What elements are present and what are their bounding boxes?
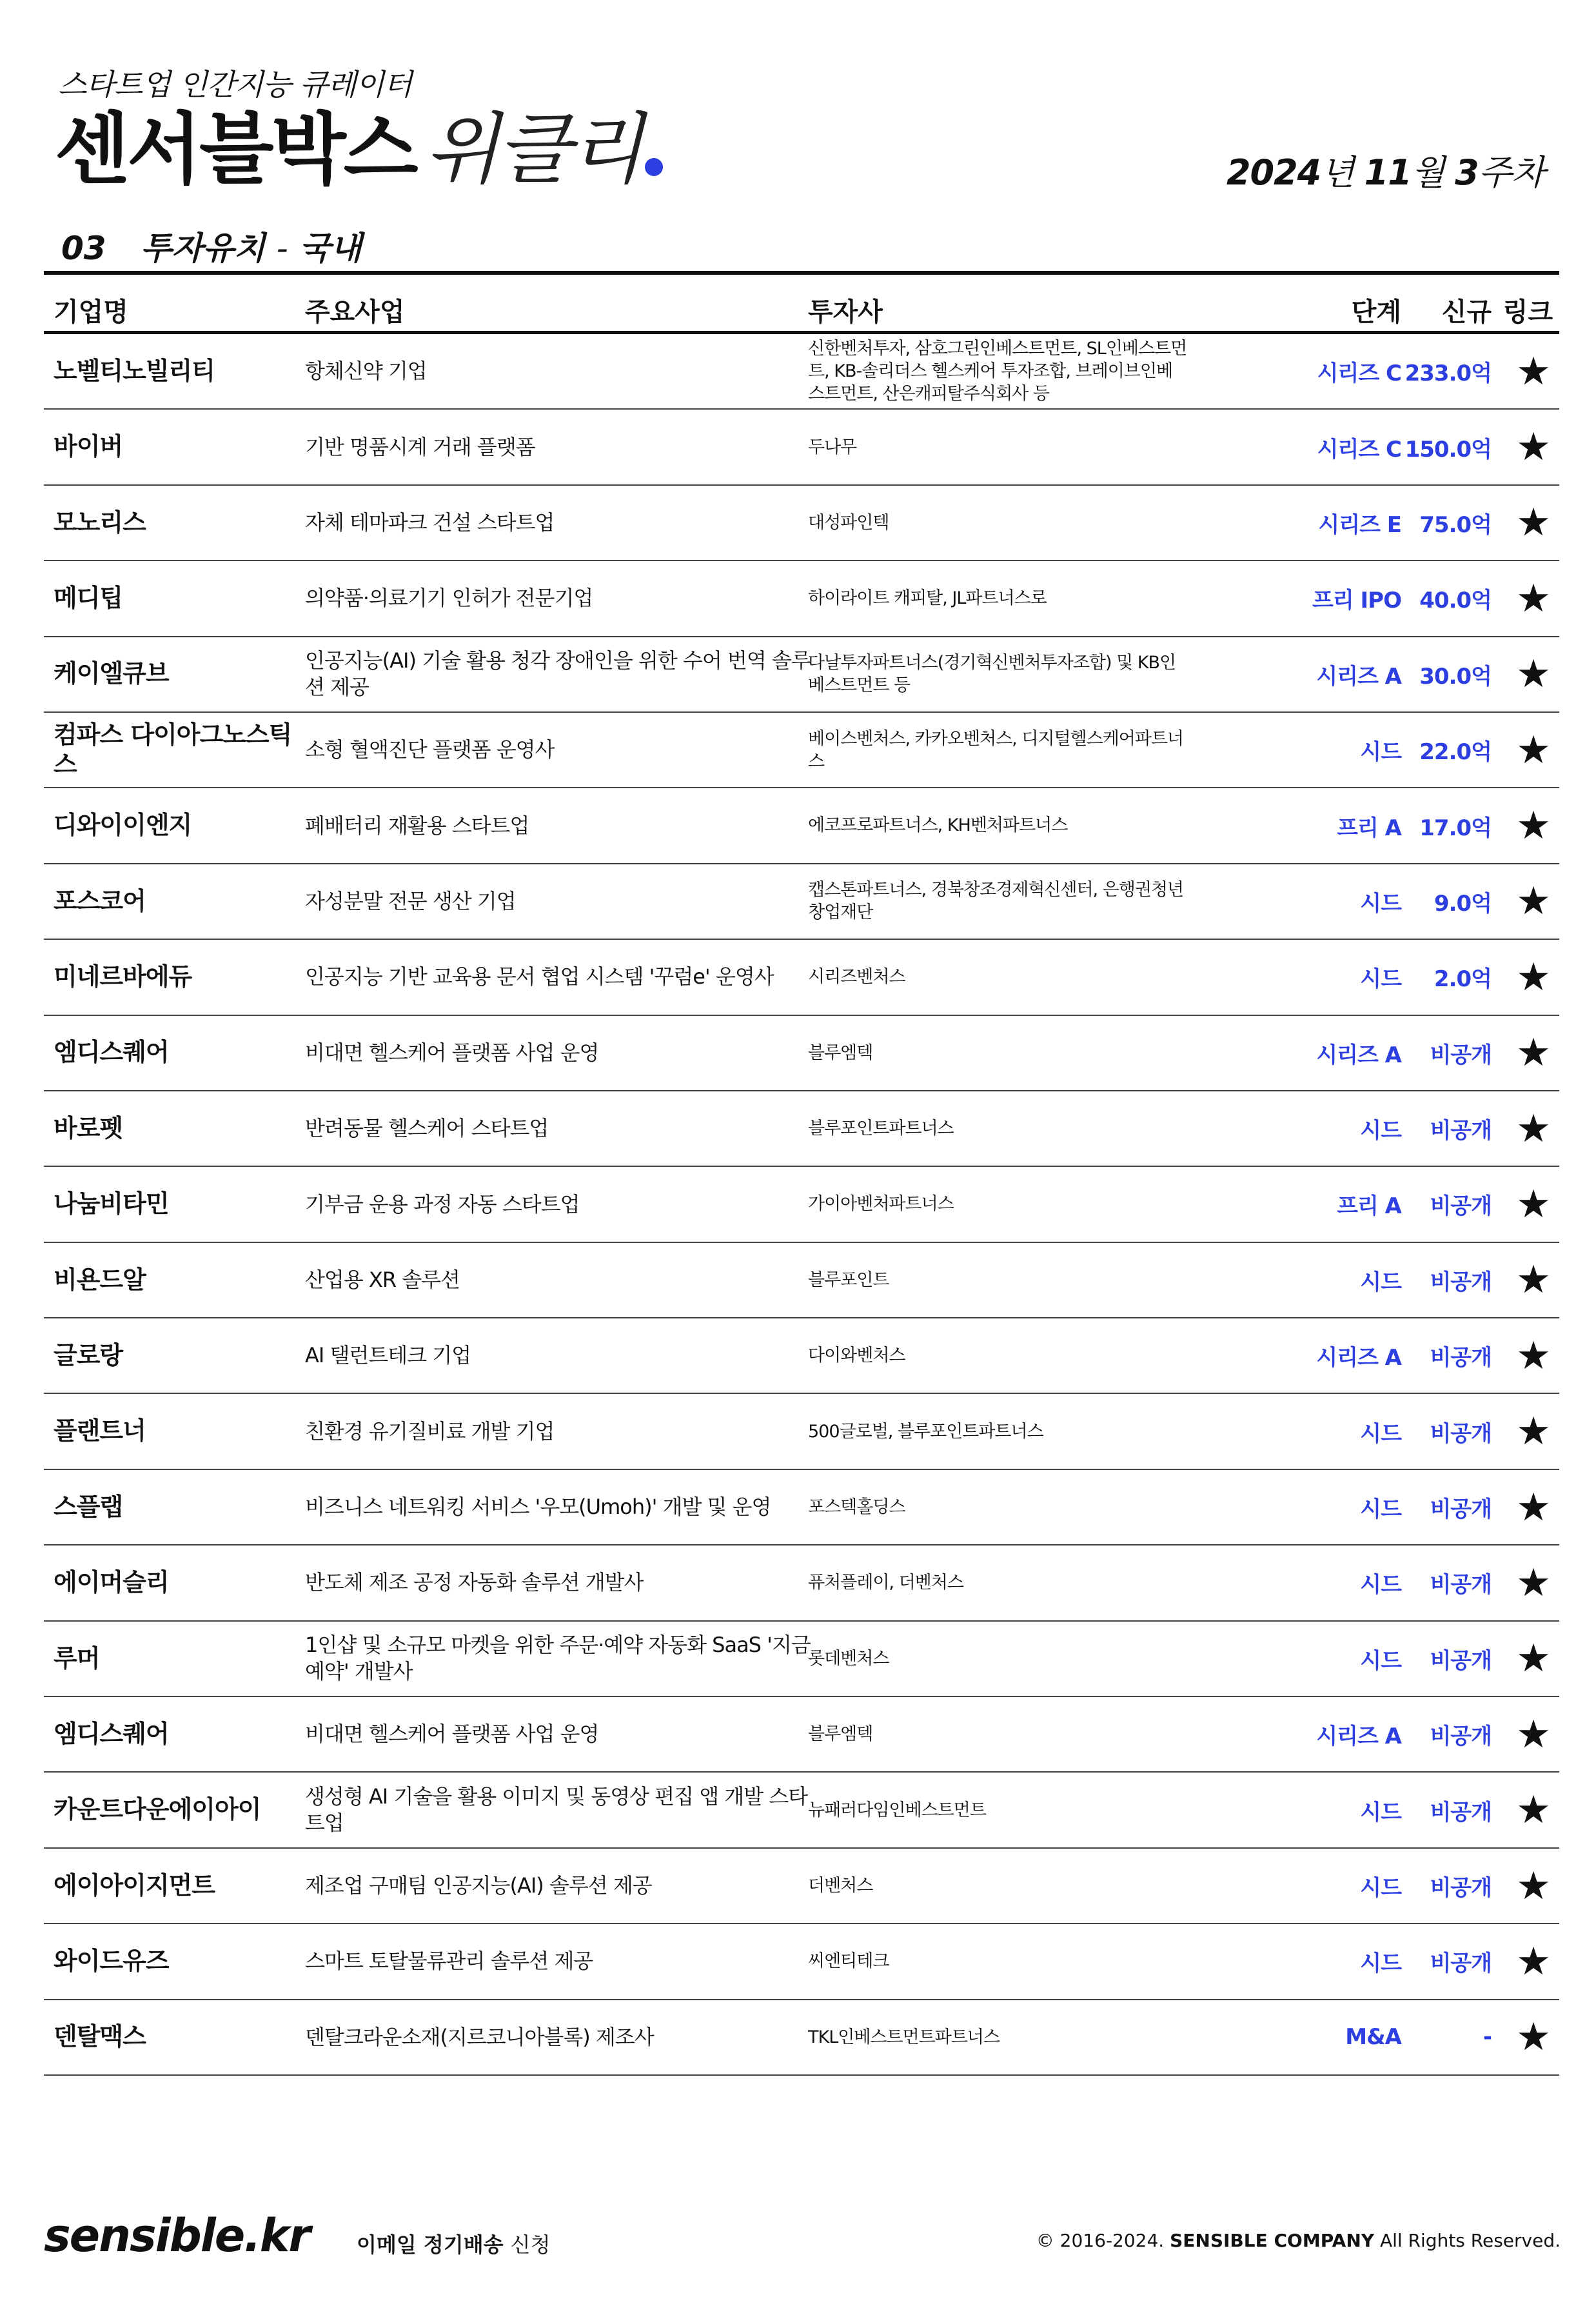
investor-list bbox=[808, 1091, 1234, 1166]
business-desc bbox=[305, 713, 840, 787]
company-name bbox=[54, 1394, 292, 1468]
business-desc-line: 비즈니스 네트워킹 서비스 '우모(Umoh)' 개발 및 운영 bbox=[305, 1495, 771, 1520]
investor-list bbox=[808, 334, 1234, 408]
funding-stage: 시드 bbox=[1360, 1951, 1401, 1977]
table-row bbox=[44, 788, 1559, 864]
investor-list-line: 더벤처스 bbox=[808, 1875, 873, 1896]
investor-list bbox=[808, 1470, 1234, 1544]
table-row bbox=[44, 1546, 1559, 1621]
funding-amount: 비공개 bbox=[1430, 1269, 1492, 1295]
business-desc-line: 자체 테마파크 건설 스타트업 bbox=[305, 510, 555, 535]
company-name bbox=[54, 788, 292, 862]
company-name bbox=[54, 864, 292, 939]
company-name bbox=[54, 1318, 292, 1393]
issue-week: 3 bbox=[1455, 152, 1479, 193]
company-name-line: 에이머슬리 bbox=[54, 1568, 169, 1597]
investor-list-line: 블루포인트파트너스 bbox=[808, 1118, 954, 1139]
funding-amount: 비공개 bbox=[1430, 1724, 1492, 1750]
company-name-line: 비욘드알 bbox=[54, 1265, 146, 1294]
investor-list bbox=[808, 864, 1234, 939]
investor-list-line: 신한벤처투자, 삼호그린인베스트먼트, SL인베스트먼 bbox=[808, 339, 1187, 359]
company-name-line: 루머 bbox=[54, 1644, 100, 1673]
business-desc-line: 예약' 개발사 bbox=[305, 1659, 413, 1684]
investor-list bbox=[808, 2000, 1234, 2074]
investor-list bbox=[808, 1849, 1234, 1923]
star-link-icon[interactable]: ★ bbox=[1516, 1636, 1551, 1682]
business-desc bbox=[305, 1016, 840, 1090]
funding-stage: 시리즈 A bbox=[1316, 663, 1401, 690]
investor-list bbox=[808, 788, 1234, 862]
funding-stage: M&A bbox=[1345, 2024, 1401, 2051]
company-name bbox=[54, 1849, 292, 1923]
business-desc-line: 자성분말 전문 생산 기업 bbox=[305, 888, 516, 913]
table-row bbox=[44, 334, 1559, 410]
investor-list bbox=[808, 940, 1234, 1014]
investor-list-line: 베스트먼트 등 bbox=[808, 675, 911, 696]
business-desc bbox=[305, 1849, 840, 1923]
company-name bbox=[54, 410, 292, 484]
funding-stage: 시리즈 A bbox=[1316, 1345, 1401, 1371]
table-row bbox=[44, 1167, 1559, 1242]
issue-month-unit: 월 bbox=[1411, 152, 1444, 193]
business-desc-line: 친환경 유기질비료 개발 기업 bbox=[305, 1418, 555, 1444]
funding-amount: - bbox=[1483, 2024, 1492, 2051]
table-row bbox=[44, 940, 1559, 1015]
company-name-line: 와이드유즈 bbox=[54, 1947, 169, 1976]
star-link-icon[interactable]: ★ bbox=[1516, 500, 1551, 546]
company-name-line: 포스코어 bbox=[54, 886, 146, 915]
copyright bbox=[1036, 2230, 1561, 2251]
company-name bbox=[54, 1773, 292, 1847]
star-link-icon[interactable]: ★ bbox=[1516, 1863, 1551, 1909]
company-name-line: 스플랩 bbox=[54, 1492, 123, 1521]
star-link-icon[interactable]: ★ bbox=[1516, 575, 1551, 621]
company-name bbox=[54, 940, 292, 1014]
funding-stage: 프리 A bbox=[1337, 1193, 1401, 1220]
funding-stage: 프리 A bbox=[1337, 815, 1401, 841]
header-company: 기업명 bbox=[54, 297, 128, 327]
investor-list-line: 시리즈벤처스 bbox=[808, 967, 905, 988]
investor-list-line: TKL인베스트먼트파트너스 bbox=[808, 2027, 1000, 2047]
copyright-suffix: All Rights Reserved. bbox=[1379, 2230, 1561, 2251]
table-row bbox=[44, 2000, 1559, 2076]
business-desc-line: 인공지능 기반 교육용 문서 협업 시스템 '꾸럼e' 운영사 bbox=[305, 964, 774, 989]
funding-amount: 비공개 bbox=[1430, 1875, 1492, 1901]
funding-stage: 시리즈 E bbox=[1318, 512, 1401, 538]
company-name-line: 글로랑 bbox=[54, 1340, 123, 1369]
issue-month: 11 bbox=[1364, 152, 1412, 193]
business-desc-line: 인공지능(AI) 기술 활용 청각 장애인을 위한 수어 번역 솔루 bbox=[305, 648, 811, 673]
business-desc-line: 제조업 구매팀 인공지능(AI) 솔루션 제공 bbox=[305, 1873, 652, 1898]
star-link-icon[interactable]: ★ bbox=[1516, 1938, 1551, 1984]
business-desc bbox=[305, 334, 840, 408]
business-desc-line: 항체신약 기업 bbox=[305, 359, 427, 384]
section-region: 국내 bbox=[299, 230, 362, 267]
business-desc bbox=[305, 1773, 840, 1847]
investor-list bbox=[808, 1243, 1234, 1317]
investor-list bbox=[808, 1622, 1234, 1696]
subscribe-light: 신청 bbox=[510, 2232, 551, 2257]
business-desc-line: AI 탤런트테크 기업 bbox=[305, 1343, 471, 1368]
funding-stage: 시드 bbox=[1360, 1647, 1401, 1674]
business-desc bbox=[305, 1697, 840, 1771]
copyright-company: SENSIBLE COMPANY bbox=[1170, 2230, 1375, 2251]
funding-stage: 시드 bbox=[1360, 1420, 1401, 1447]
company-name bbox=[54, 1924, 292, 1998]
section-name: 투자유치 bbox=[141, 230, 266, 267]
business-desc-line: 덴탈크라운소재(지르코니아블록) 제조사 bbox=[305, 2024, 654, 2049]
business-desc-line: 기부금 운용 과정 자동 스타트업 bbox=[305, 1191, 580, 1217]
funding-stage: 시드 bbox=[1360, 1875, 1401, 1901]
investor-list-line: 블루포인트 bbox=[808, 1269, 889, 1290]
company-name bbox=[54, 1091, 292, 1166]
issue-year-unit: 년 bbox=[1321, 152, 1354, 193]
business-desc-line: 션 제공 bbox=[305, 675, 369, 700]
business-desc bbox=[305, 2000, 840, 2074]
business-desc bbox=[305, 940, 840, 1014]
funding-stage: 시드 bbox=[1360, 1118, 1401, 1144]
star-link-icon[interactable]: ★ bbox=[1516, 1181, 1551, 1227]
table-row bbox=[44, 486, 1559, 561]
business-desc bbox=[305, 561, 840, 635]
investor-list bbox=[808, 1016, 1234, 1090]
business-desc bbox=[305, 1622, 840, 1696]
company-name bbox=[54, 1622, 292, 1696]
table-row bbox=[44, 637, 1559, 713]
investor-list-line: 하이라이트 캐피탈, JL파트너스로 bbox=[808, 588, 1047, 609]
investor-list-line: 가이아벤처파트너스 bbox=[808, 1194, 954, 1215]
funding-amount: 비공개 bbox=[1430, 1193, 1492, 1220]
star-link-icon[interactable]: ★ bbox=[1516, 1560, 1551, 1605]
issue-date bbox=[1227, 145, 1544, 195]
star-link-icon[interactable]: ★ bbox=[1516, 1030, 1551, 1076]
funding-stage: 시드 bbox=[1360, 890, 1401, 917]
page-header bbox=[55, 61, 1544, 210]
funding-amount: 비공개 bbox=[1430, 1345, 1492, 1371]
business-desc-line: 비대면 헬스케어 플랫폼 사업 운영 bbox=[305, 1040, 599, 1065]
company-name bbox=[54, 1546, 292, 1620]
business-desc bbox=[305, 486, 840, 560]
business-desc-line: 비대면 헬스케어 플랫폼 사업 운영 bbox=[305, 1722, 599, 1747]
funding-amount: 17.0억 bbox=[1419, 815, 1492, 841]
company-name-line: 모노리스 bbox=[54, 508, 146, 537]
company-name-line: 메디팁 bbox=[54, 584, 123, 613]
company-name-line: 덴탈맥스 bbox=[54, 2022, 146, 2051]
business-desc-line: 반도체 제조 공정 자동화 솔루션 개발사 bbox=[305, 1570, 644, 1595]
funding-amount: 비공개 bbox=[1430, 1647, 1492, 1674]
company-name bbox=[54, 2000, 292, 2074]
company-name-line: 디와이이엔지 bbox=[54, 811, 192, 840]
header-stage: 단계 bbox=[1351, 297, 1401, 327]
investor-list-line: 캡스톤파트너스, 경북창조경제혁신센터, 은행권청년 bbox=[808, 880, 1184, 900]
table-body bbox=[44, 334, 1559, 2076]
funding-stage: 시리즈 C bbox=[1317, 436, 1401, 462]
funding-amount: 비공개 bbox=[1430, 1042, 1492, 1068]
business-desc-line: 기반 명품시계 거래 플랫폼 bbox=[305, 434, 535, 459]
subscribe-bold: 이메일 정기배송 bbox=[357, 2232, 504, 2257]
business-desc-line: 스마트 토탈물류관리 솔루션 제공 bbox=[305, 1949, 593, 1974]
star-link-icon[interactable]: ★ bbox=[1516, 348, 1551, 394]
business-desc bbox=[305, 1394, 840, 1468]
company-name bbox=[54, 1470, 292, 1544]
table-row bbox=[44, 1318, 1559, 1394]
investor-list-line: 롯데벤처스 bbox=[808, 1648, 889, 1669]
header-amount: 신규 bbox=[1441, 297, 1492, 327]
investor-list bbox=[808, 1697, 1234, 1771]
company-name bbox=[54, 1697, 292, 1771]
funding-amount: 22.0억 bbox=[1419, 739, 1492, 766]
page-footer bbox=[44, 2209, 1561, 2261]
business-desc-line: 생성형 AI 기술을 활용 이미지 및 동영상 편집 앱 개발 스타 bbox=[305, 1784, 808, 1809]
header-link: 링크 bbox=[1502, 297, 1553, 327]
business-desc bbox=[305, 864, 840, 939]
business-desc bbox=[305, 410, 840, 484]
brand-weekly: 위클리 bbox=[424, 105, 642, 195]
company-name bbox=[54, 637, 292, 711]
company-name-line: 카운트다운에이아이 bbox=[54, 1795, 261, 1824]
investor-list bbox=[808, 410, 1234, 484]
table-row bbox=[44, 1924, 1559, 2000]
funding-amount: 비공개 bbox=[1430, 1420, 1492, 1447]
issue-week-unit: 주차 bbox=[1478, 152, 1544, 193]
investor-list-line: 대성파인텍 bbox=[808, 512, 889, 533]
star-link-icon[interactable]: ★ bbox=[1516, 424, 1551, 470]
star-link-icon[interactable]: ★ bbox=[1516, 954, 1551, 1000]
company-name-line: 바이버 bbox=[54, 432, 123, 461]
star-link-icon[interactable]: ★ bbox=[1516, 1787, 1551, 1833]
funding-amount: 비공개 bbox=[1430, 1496, 1492, 1523]
investor-list-line: 두나무 bbox=[808, 437, 857, 457]
investor-list-line: 스트먼트, 산은캐피탈주식회사 등 bbox=[808, 384, 1049, 404]
funding-amount: 비공개 bbox=[1430, 1572, 1492, 1598]
investor-list-line: 500글로벌, 블루포인트파트너스 bbox=[808, 1421, 1043, 1442]
subscribe-link[interactable] bbox=[357, 2229, 551, 2258]
company-name-line: 플랜트너 bbox=[54, 1416, 146, 1446]
table-row bbox=[44, 1091, 1559, 1167]
company-name-line: 엠디스퀘어 bbox=[54, 1038, 169, 1067]
company-name bbox=[54, 334, 292, 408]
company-name-line: 에이아이지먼트 bbox=[54, 1871, 215, 1900]
company-name-line: 케이엘큐브 bbox=[54, 659, 169, 688]
investor-list bbox=[808, 486, 1234, 560]
investor-list-line: 포스텍홀딩스 bbox=[808, 1497, 905, 1517]
business-desc-line: 폐배터리 재활용 스타트업 bbox=[305, 813, 529, 838]
investor-list bbox=[808, 1546, 1234, 1620]
investor-list-line: 뉴패러다임인베스트먼트 bbox=[808, 1800, 986, 1820]
business-desc-line: 소형 혈액진단 플랫폼 운영사 bbox=[305, 737, 555, 762]
business-desc-line: 의약품·의료기기 인허가 전문기업 bbox=[305, 586, 593, 611]
company-name bbox=[54, 561, 292, 635]
star-link-icon[interactable]: ★ bbox=[1516, 727, 1551, 773]
table-row bbox=[44, 1773, 1559, 1848]
table-row bbox=[44, 1622, 1559, 1697]
star-link-icon[interactable]: ★ bbox=[1516, 651, 1551, 697]
star-link-icon[interactable]: ★ bbox=[1516, 1484, 1551, 1530]
funding-stage: 시리즈 C bbox=[1317, 361, 1401, 387]
business-desc bbox=[305, 788, 840, 862]
business-desc bbox=[305, 637, 840, 711]
funding-stage: 시드 bbox=[1360, 1496, 1401, 1523]
company-name-line: 나눔비타민 bbox=[54, 1189, 169, 1218]
section-title bbox=[61, 223, 362, 269]
investor-list bbox=[808, 1773, 1234, 1847]
investor-list bbox=[808, 713, 1234, 787]
brand-dot-icon bbox=[645, 158, 663, 176]
funding-stage: 프리 IPO bbox=[1312, 588, 1401, 614]
footer-logo[interactable]: sensible.kr bbox=[44, 2209, 310, 2262]
funding-stage: 시드 bbox=[1360, 1799, 1401, 1825]
company-name-line: 바로펫 bbox=[54, 1113, 123, 1142]
business-desc bbox=[305, 1091, 840, 1166]
company-name-line: 컴파스 다이아그노스틱 bbox=[54, 721, 292, 750]
table-row bbox=[44, 1016, 1559, 1091]
investor-list bbox=[808, 1394, 1234, 1468]
investor-list-line: 스 bbox=[808, 751, 825, 771]
company-name bbox=[54, 486, 292, 560]
company-name-line: 노벨티노빌리티 bbox=[54, 356, 215, 385]
business-desc bbox=[305, 1546, 840, 1620]
section-number: 03 bbox=[61, 230, 106, 267]
table-row bbox=[44, 1470, 1559, 1546]
investor-list-line: 베이스벤처스, 카카오벤처스, 디지털헬스케어파트너 bbox=[808, 728, 1184, 749]
funding-stage: 시리즈 A bbox=[1316, 1724, 1401, 1750]
business-desc-line: 반려동물 헬스케어 스타트업 bbox=[305, 1116, 549, 1141]
investor-list-line: 퓨처플레이, 더벤처스 bbox=[808, 1573, 963, 1593]
investor-list bbox=[808, 1318, 1234, 1393]
investor-list bbox=[808, 637, 1234, 711]
company-name bbox=[54, 1167, 292, 1241]
company-name bbox=[54, 1243, 292, 1317]
table-row bbox=[44, 864, 1559, 940]
brand-name: 센서블박스 bbox=[55, 105, 416, 195]
funding-amount: 30.0억 bbox=[1419, 663, 1492, 690]
star-link-icon[interactable]: ★ bbox=[1516, 803, 1551, 849]
table-row bbox=[44, 1394, 1559, 1469]
funding-amount: 9.0억 bbox=[1433, 890, 1492, 917]
table-row bbox=[44, 1697, 1559, 1773]
investor-list bbox=[808, 561, 1234, 635]
business-desc-line: 1인샵 및 소규모 마켓을 위한 주문·예약 자동화 SaaS '지금 bbox=[305, 1633, 811, 1658]
header-investor: 투자사 bbox=[808, 297, 883, 327]
funding-stage: 시리즈 A bbox=[1316, 1042, 1401, 1068]
business-desc-line: 산업용 XR 솔루션 bbox=[305, 1267, 460, 1292]
table-row bbox=[44, 410, 1559, 485]
funding-amount: 40.0억 bbox=[1419, 588, 1492, 614]
table-row bbox=[44, 1243, 1559, 1318]
business-desc-line: 트업 bbox=[305, 1811, 344, 1836]
star-link-icon[interactable]: ★ bbox=[1516, 1106, 1551, 1151]
investment-table bbox=[44, 271, 1559, 2076]
investor-list-line: 에코프로파트너스, KH벤처파트너스 bbox=[808, 815, 1068, 836]
investor-list-line: 블루엠텍 bbox=[808, 1724, 873, 1745]
funding-stage: 시드 bbox=[1360, 966, 1401, 993]
company-name bbox=[54, 1016, 292, 1090]
company-name bbox=[54, 713, 292, 787]
investor-list-line: 블루엠텍 bbox=[808, 1042, 873, 1063]
investor-list bbox=[808, 1167, 1234, 1241]
star-link-icon[interactable]: ★ bbox=[1516, 1333, 1551, 1378]
copyright-prefix: © 2016-2024. bbox=[1036, 2230, 1165, 2251]
funding-amount: 비공개 bbox=[1430, 1118, 1492, 1144]
star-link-icon[interactable]: ★ bbox=[1516, 879, 1551, 924]
funding-stage: 시드 bbox=[1360, 739, 1401, 766]
investor-list-line: 다날투자파트너스(경기혁신벤처투자조합) 및 KB인 bbox=[808, 653, 1176, 673]
investor-list-line: 트, KB-솔리더스 헬스케어 투자조합, 브레이브인베 bbox=[808, 361, 1173, 382]
funding-amount: 비공개 bbox=[1430, 1799, 1492, 1825]
issue-year: 2024 bbox=[1226, 152, 1321, 193]
star-link-icon[interactable]: ★ bbox=[1516, 1711, 1551, 1757]
funding-amount: 2.0억 bbox=[1433, 966, 1492, 993]
company-name-line: 미네르바에듀 bbox=[54, 962, 192, 991]
star-link-icon[interactable]: ★ bbox=[1516, 1409, 1551, 1455]
funding-amount: 75.0억 bbox=[1419, 512, 1492, 538]
table-row bbox=[44, 1849, 1559, 1924]
investor-list-line: 다이와벤처스 bbox=[808, 1346, 905, 1366]
business-desc bbox=[305, 1243, 840, 1317]
investor-list-line: 씨엔티테크 bbox=[808, 1951, 889, 1972]
newsletter-subtitle: 스타트업 인간지능 큐레이터 bbox=[58, 67, 412, 102]
star-link-icon[interactable]: ★ bbox=[1516, 1257, 1551, 1303]
funding-stage: 시드 bbox=[1360, 1269, 1401, 1295]
star-link-icon[interactable]: ★ bbox=[1516, 2014, 1551, 2060]
section-separator: - bbox=[276, 230, 288, 267]
table-row bbox=[44, 713, 1559, 788]
business-desc bbox=[305, 1167, 840, 1241]
company-name-line: 스 bbox=[54, 750, 77, 779]
funding-amount: 비공개 bbox=[1430, 1951, 1492, 1977]
business-desc bbox=[305, 1470, 840, 1544]
business-desc bbox=[305, 1318, 840, 1393]
funding-amount: 150.0억 bbox=[1404, 436, 1492, 462]
company-name-line: 엠디스퀘어 bbox=[54, 1719, 169, 1748]
table-header bbox=[44, 271, 1559, 334]
investor-list-line: 창업재단 bbox=[808, 902, 873, 923]
investor-list bbox=[808, 1924, 1234, 1998]
funding-amount: 233.0억 bbox=[1404, 361, 1492, 387]
newsletter-title bbox=[55, 105, 663, 195]
table-row bbox=[44, 561, 1559, 637]
header-business: 주요사업 bbox=[305, 297, 405, 327]
business-desc bbox=[305, 1924, 840, 1998]
funding-stage: 시드 bbox=[1360, 1572, 1401, 1598]
